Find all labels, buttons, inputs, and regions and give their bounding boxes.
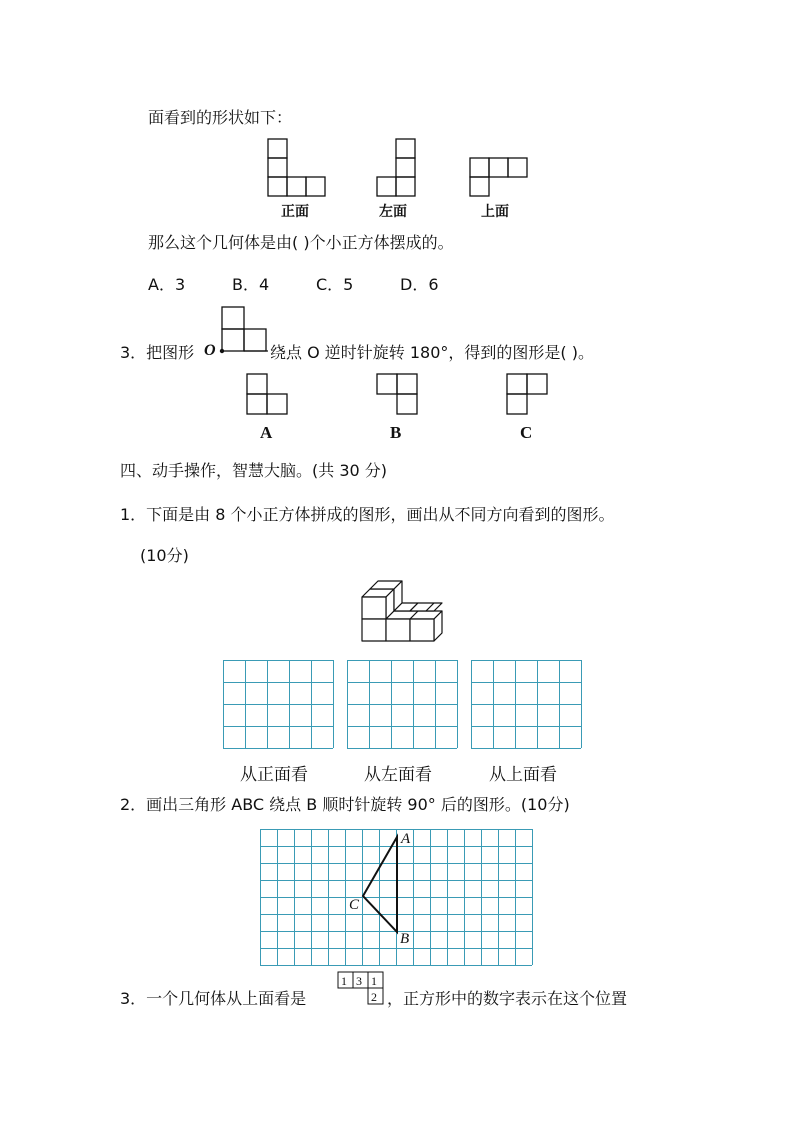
grid-top-view[interactable]	[471, 660, 583, 748]
triangle-abc	[260, 829, 535, 967]
choice-c-figure	[506, 373, 548, 415]
left-view-label: 左面	[379, 204, 407, 220]
point-a-label: A	[401, 831, 411, 847]
grid-left-label: 从左面看	[364, 765, 432, 785]
choice-a-figure	[246, 373, 288, 415]
top-num-4: 2	[371, 990, 377, 1004]
q2-option-b: B．4	[232, 275, 270, 294]
q2-option-c: C．5	[316, 275, 354, 294]
top-num-3: 1	[371, 974, 377, 988]
q2-option-d: D．6	[400, 275, 439, 294]
section4-heading: 四、动手操作，智慧大脑。(共 30 分)	[120, 461, 388, 480]
q2-option-a: A．3	[148, 275, 186, 294]
top-num-1: 1	[341, 974, 347, 988]
q3-suffix: 绕点 O 逆时针旋转 180°，得到的图形是( )。	[270, 343, 594, 362]
choice-b-figure	[376, 373, 418, 415]
front-view-label: 正面	[281, 204, 309, 220]
top-num-2: 3	[356, 974, 362, 988]
s4-q3-suffix: ，正方形中的数字表示在这个位置	[387, 989, 628, 1008]
s4-q2-text: 2．画出三角形 ABC 绕点 B 顺时针旋转 90° 后的图形。(10分)	[120, 795, 570, 814]
q2-intro: 面看到的形状如下：	[148, 108, 293, 127]
choice-c-label: C	[520, 423, 533, 442]
front-view-figure	[267, 138, 327, 196]
choice-a-label: A	[260, 423, 273, 442]
q3-shape	[218, 306, 270, 352]
grid-left-view[interactable]	[347, 660, 459, 748]
grid-top-label: 从上面看	[489, 765, 557, 785]
top-view-figure	[469, 157, 527, 196]
point-c-label: C	[349, 897, 360, 913]
top-view-label: 上面	[481, 204, 509, 220]
choice-b-label: B	[390, 423, 402, 442]
q2-question: 那么这个几何体是由( )个小正方体摆成的。	[148, 233, 454, 252]
s4-q3-prefix: 3．一个几何体从上面看是	[120, 989, 307, 1008]
q3-point-o: O	[204, 342, 216, 359]
point-b-label: B	[400, 931, 410, 947]
left-view-figure	[376, 138, 416, 196]
s4-q1-text: 1．下面是由 8 个小正方体拼成的图形，画出从不同方向看到的图形。	[120, 505, 615, 524]
grid-front-view[interactable]	[223, 660, 335, 748]
grid-front-label: 从正面看	[240, 765, 308, 785]
cube-figure	[360, 582, 446, 644]
s4-q1-score: (10分)	[140, 546, 189, 565]
q3-prefix: 3．把图形	[120, 343, 195, 362]
